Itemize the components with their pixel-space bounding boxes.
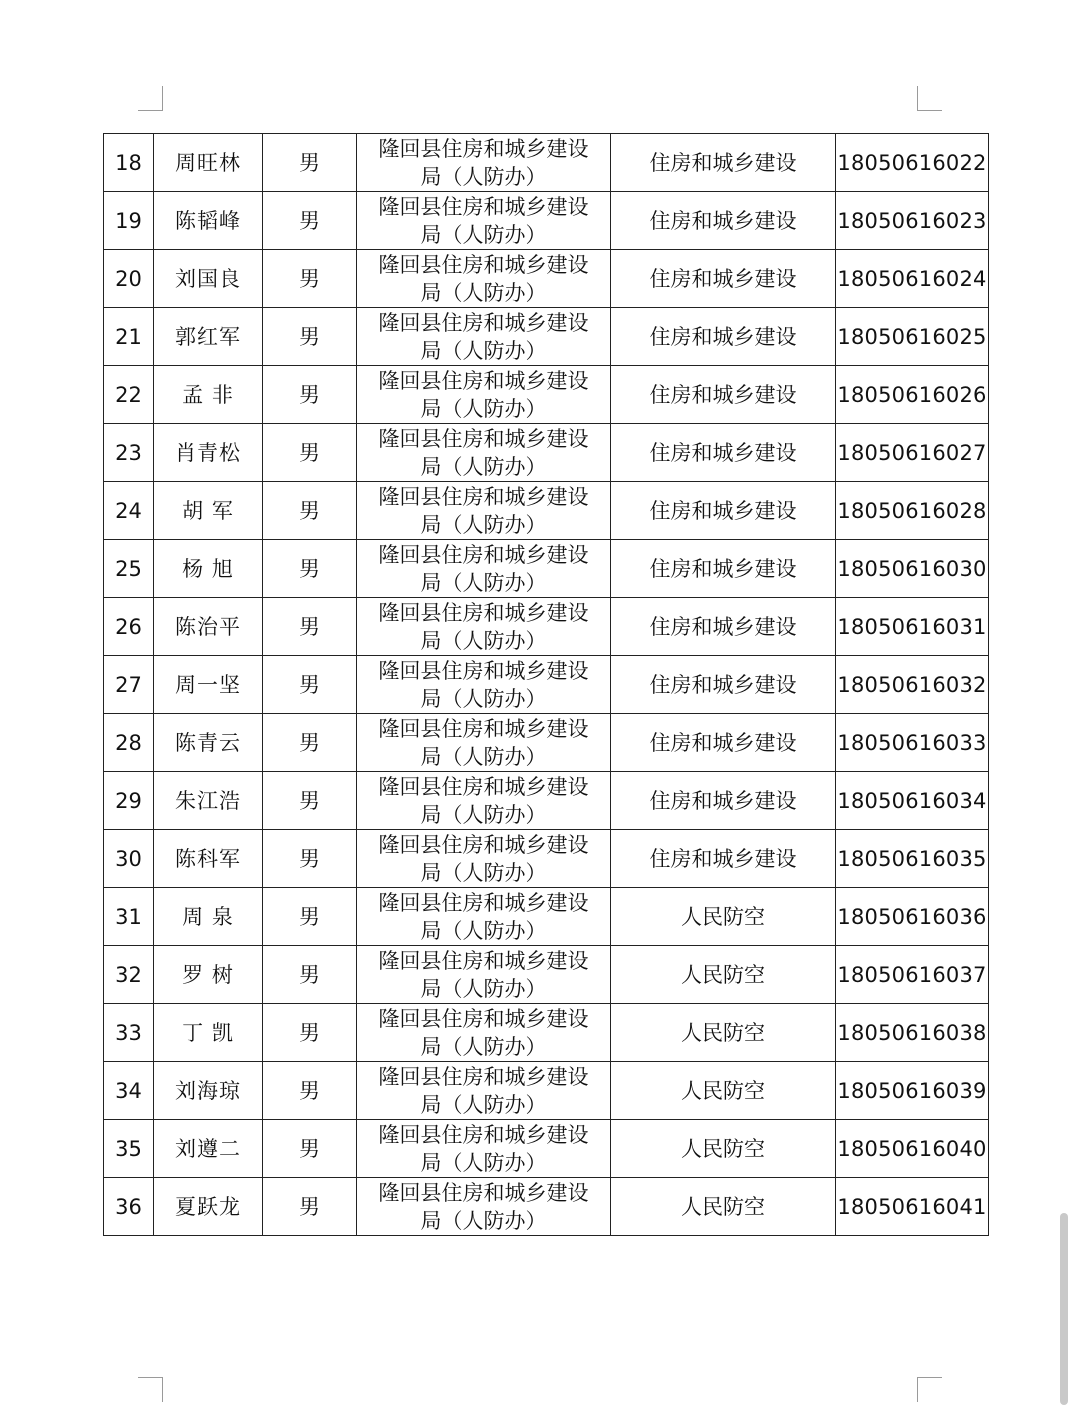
unit-cell: [357, 772, 611, 830]
field-cell: 住房和城乡建设: [611, 250, 836, 308]
unit-line-2: 局（人防办）: [420, 686, 547, 711]
field-cell: 住房和城乡建设: [611, 482, 836, 540]
unit-line-1: 隆回县住房和城乡建设: [378, 716, 589, 741]
unit-line-1: 隆回县住房和城乡建设: [378, 948, 589, 973]
unit-line-1: 隆回县住房和城乡建设: [378, 890, 589, 915]
phone-cell: 18050616036: [836, 888, 989, 946]
unit-line-1: 隆回县住房和城乡建设: [378, 136, 589, 161]
table-row: [104, 308, 989, 366]
gender-cell: 男: [263, 540, 357, 598]
gender-cell: 男: [263, 598, 357, 656]
unit-cell: [357, 598, 611, 656]
gender-cell: 男: [263, 946, 357, 1004]
unit-cell: [357, 1178, 611, 1236]
phone-cell: 18050616023: [836, 192, 989, 250]
unit-line-1: 隆回县住房和城乡建设: [378, 600, 589, 625]
gender-cell: 男: [263, 366, 357, 424]
field-cell: 住房和城乡建设: [611, 540, 836, 598]
unit-line-1: 隆回县住房和城乡建设: [378, 426, 589, 451]
row-number-cell: 20: [104, 250, 154, 308]
table-row: [104, 482, 989, 540]
gender-cell: 男: [263, 830, 357, 888]
row-number-cell: 28: [104, 714, 154, 772]
gender-cell: 男: [263, 250, 357, 308]
name-cell: 肖青松: [154, 424, 263, 482]
field-cell: 住房和城乡建设: [611, 366, 836, 424]
gender-cell: 男: [263, 772, 357, 830]
table-row: [104, 656, 989, 714]
name-cell: 陈青云: [154, 714, 263, 772]
row-number-cell: 19: [104, 192, 154, 250]
phone-cell: 18050616035: [836, 830, 989, 888]
table-row: [104, 1004, 989, 1062]
page-corner-mark-top-left: [138, 86, 163, 111]
unit-line-1: 隆回县住房和城乡建设: [378, 658, 589, 683]
phone-cell: 18050616037: [836, 946, 989, 1004]
phone-cell: 18050616033: [836, 714, 989, 772]
table-row: [104, 598, 989, 656]
phone-cell: 18050616038: [836, 1004, 989, 1062]
name-cell: 罗 树: [154, 946, 263, 1004]
unit-cell: [357, 192, 611, 250]
name-cell: 孟 非: [154, 366, 263, 424]
gender-cell: 男: [263, 714, 357, 772]
name-cell: 周 泉: [154, 888, 263, 946]
table-row: [104, 540, 989, 598]
field-cell: 住房和城乡建设: [611, 308, 836, 366]
name-cell: 周一坚: [154, 656, 263, 714]
unit-cell: [357, 1004, 611, 1062]
page-corner-mark-bottom-right: [917, 1377, 942, 1402]
page-corner-mark-bottom-left: [138, 1377, 163, 1402]
field-cell: 住房和城乡建设: [611, 424, 836, 482]
phone-cell: 18050616040: [836, 1120, 989, 1178]
table-row: [104, 946, 989, 1004]
vertical-scrollbar[interactable]: [1060, 1213, 1068, 1405]
phone-cell: 18050616032: [836, 656, 989, 714]
table-row: [104, 830, 989, 888]
name-cell: 陈韬峰: [154, 192, 263, 250]
gender-cell: 男: [263, 424, 357, 482]
gender-cell: 男: [263, 1062, 357, 1120]
unit-line-1: 隆回县住房和城乡建设: [378, 1064, 589, 1089]
unit-line-2: 局（人防办）: [420, 744, 547, 769]
row-number-cell: 26: [104, 598, 154, 656]
unit-line-2: 局（人防办）: [420, 1150, 547, 1175]
page-corner-mark-top-right: [917, 86, 942, 111]
unit-line-1: 隆回县住房和城乡建设: [378, 832, 589, 857]
name-cell: 郭红军: [154, 308, 263, 366]
row-number-cell: 33: [104, 1004, 154, 1062]
phone-cell: 18050616041: [836, 1178, 989, 1236]
unit-line-1: 隆回县住房和城乡建设: [378, 1006, 589, 1031]
phone-cell: 18050616030: [836, 540, 989, 598]
unit-cell: [357, 888, 611, 946]
table-row: [104, 192, 989, 250]
unit-line-2: 局（人防办）: [420, 396, 547, 421]
unit-cell: [357, 946, 611, 1004]
unit-cell: [357, 656, 611, 714]
unit-cell: [357, 830, 611, 888]
row-number-cell: 18: [104, 134, 154, 192]
field-cell: 住房和城乡建设: [611, 714, 836, 772]
field-cell: 住房和城乡建设: [611, 656, 836, 714]
unit-line-2: 局（人防办）: [420, 164, 547, 189]
name-cell: 陈治平: [154, 598, 263, 656]
row-number-cell: 22: [104, 366, 154, 424]
table-row: [104, 1062, 989, 1120]
table-row: [104, 1178, 989, 1236]
unit-line-2: 局（人防办）: [420, 280, 547, 305]
field-cell: 住房和城乡建设: [611, 830, 836, 888]
unit-line-2: 局（人防办）: [420, 976, 547, 1001]
unit-line-2: 局（人防办）: [420, 860, 547, 885]
field-cell: 人民防空: [611, 1178, 836, 1236]
name-cell: 朱江浩: [154, 772, 263, 830]
field-cell: 住房和城乡建设: [611, 134, 836, 192]
phone-cell: 18050616039: [836, 1062, 989, 1120]
name-cell: 夏跃龙: [154, 1178, 263, 1236]
table-row: [104, 366, 989, 424]
unit-line-2: 局（人防办）: [420, 802, 547, 827]
row-number-cell: 31: [104, 888, 154, 946]
unit-cell: [357, 482, 611, 540]
table-row: [104, 714, 989, 772]
unit-line-1: 隆回县住房和城乡建设: [378, 310, 589, 335]
phone-cell: 18050616028: [836, 482, 989, 540]
row-number-cell: 27: [104, 656, 154, 714]
field-cell: 住房和城乡建设: [611, 772, 836, 830]
name-cell: 胡 军: [154, 482, 263, 540]
unit-cell: [357, 308, 611, 366]
unit-cell: [357, 1062, 611, 1120]
gender-cell: 男: [263, 656, 357, 714]
name-cell: 刘遵二: [154, 1120, 263, 1178]
field-cell: 住房和城乡建设: [611, 598, 836, 656]
name-cell: 刘国良: [154, 250, 263, 308]
unit-line-2: 局（人防办）: [420, 1208, 547, 1233]
phone-cell: 18050616034: [836, 772, 989, 830]
unit-line-2: 局（人防办）: [420, 512, 547, 537]
unit-line-1: 隆回县住房和城乡建设: [378, 484, 589, 509]
unit-line-1: 隆回县住房和城乡建设: [378, 774, 589, 799]
unit-cell: [357, 250, 611, 308]
gender-cell: 男: [263, 134, 357, 192]
row-number-cell: 29: [104, 772, 154, 830]
name-cell: 刘海琼: [154, 1062, 263, 1120]
field-cell: 人民防空: [611, 1062, 836, 1120]
unit-line-1: 隆回县住房和城乡建设: [378, 194, 589, 219]
unit-line-1: 隆回县住房和城乡建设: [378, 252, 589, 277]
field-cell: 人民防空: [611, 946, 836, 1004]
unit-line-2: 局（人防办）: [420, 628, 547, 653]
unit-line-1: 隆回县住房和城乡建设: [378, 368, 589, 393]
unit-cell: [357, 134, 611, 192]
phone-cell: 18050616027: [836, 424, 989, 482]
unit-cell: [357, 540, 611, 598]
row-number-cell: 23: [104, 424, 154, 482]
personnel-table: [103, 133, 989, 1236]
row-number-cell: 35: [104, 1120, 154, 1178]
phone-cell: 18050616026: [836, 366, 989, 424]
gender-cell: 男: [263, 192, 357, 250]
unit-line-2: 局（人防办）: [420, 222, 547, 247]
unit-line-2: 局（人防办）: [420, 570, 547, 595]
table-row: [104, 250, 989, 308]
table-row: [104, 772, 989, 830]
gender-cell: 男: [263, 1004, 357, 1062]
row-number-cell: 32: [104, 946, 154, 1004]
unit-cell: [357, 1120, 611, 1178]
row-number-cell: 21: [104, 308, 154, 366]
unit-cell: [357, 366, 611, 424]
row-number-cell: 30: [104, 830, 154, 888]
phone-cell: 18050616024: [836, 250, 989, 308]
name-cell: 杨 旭: [154, 540, 263, 598]
unit-line-1: 隆回县住房和城乡建设: [378, 542, 589, 567]
field-cell: 住房和城乡建设: [611, 192, 836, 250]
row-number-cell: 34: [104, 1062, 154, 1120]
phone-cell: 18050616022: [836, 134, 989, 192]
unit-cell: [357, 714, 611, 772]
field-cell: 人民防空: [611, 1004, 836, 1062]
name-cell: 陈科军: [154, 830, 263, 888]
name-cell: 丁 凯: [154, 1004, 263, 1062]
unit-line-1: 隆回县住房和城乡建设: [378, 1122, 589, 1147]
gender-cell: 男: [263, 482, 357, 540]
row-number-cell: 24: [104, 482, 154, 540]
phone-cell: 18050616025: [836, 308, 989, 366]
field-cell: 人民防空: [611, 888, 836, 946]
gender-cell: 男: [263, 1120, 357, 1178]
phone-cell: 18050616031: [836, 598, 989, 656]
row-number-cell: 25: [104, 540, 154, 598]
unit-line-2: 局（人防办）: [420, 1034, 547, 1059]
unit-line-2: 局（人防办）: [420, 1092, 547, 1117]
unit-cell: [357, 424, 611, 482]
name-cell: 周旺林: [154, 134, 263, 192]
gender-cell: 男: [263, 308, 357, 366]
personnel-table-body: [104, 134, 989, 1236]
field-cell: 人民防空: [611, 1120, 836, 1178]
unit-line-1: 隆回县住房和城乡建设: [378, 1180, 589, 1205]
gender-cell: 男: [263, 888, 357, 946]
table-row: [104, 424, 989, 482]
unit-line-2: 局（人防办）: [420, 454, 547, 479]
unit-line-2: 局（人防办）: [420, 338, 547, 363]
table-row: [104, 1120, 989, 1178]
gender-cell: 男: [263, 1178, 357, 1236]
table-row: [104, 134, 989, 192]
table-row: [104, 888, 989, 946]
row-number-cell: 36: [104, 1178, 154, 1236]
unit-line-2: 局（人防办）: [420, 918, 547, 943]
